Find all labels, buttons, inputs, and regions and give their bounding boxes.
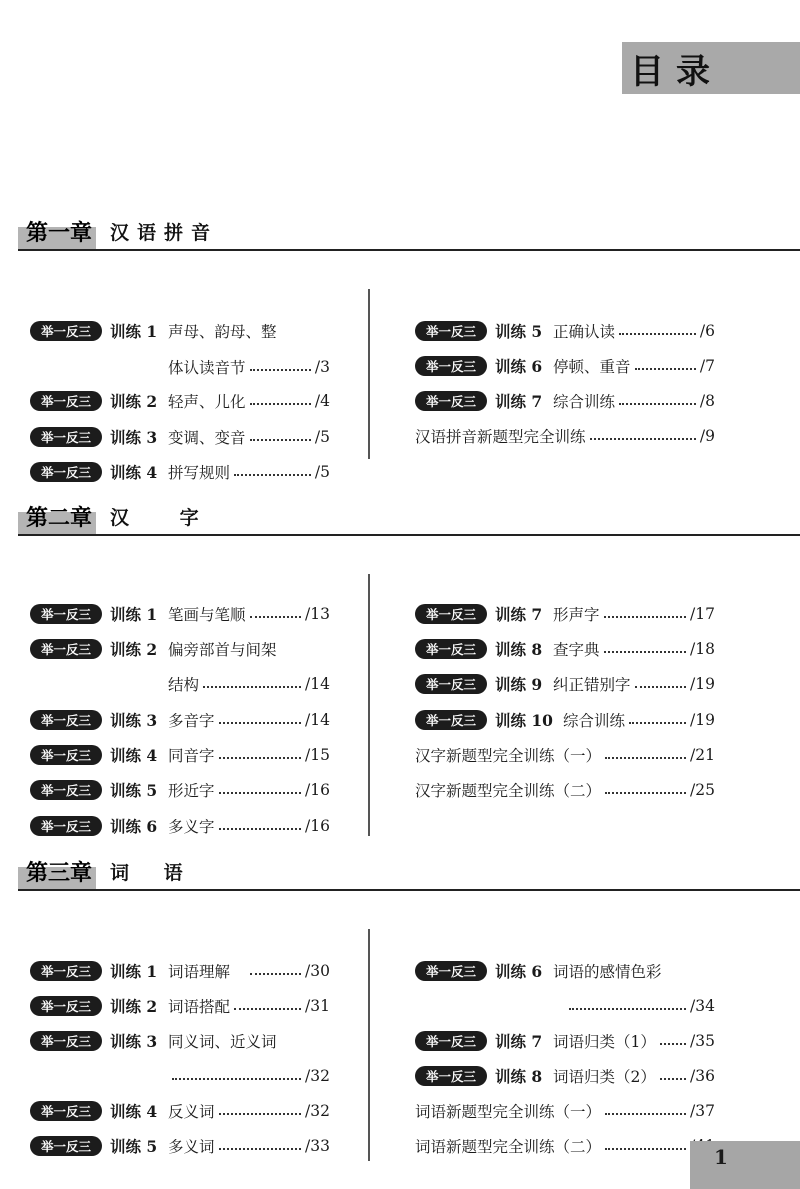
- topic: 词语新题型完全训练（一）: [415, 1103, 602, 1121]
- leader-dots: [605, 792, 686, 794]
- chapter-header: [18, 855, 800, 891]
- training-number: 训练 9: [495, 675, 543, 694]
- chapter-header: [18, 500, 800, 536]
- toc-entry[interactable]: [415, 741, 715, 769]
- training-number: 训练 4: [110, 1102, 158, 1121]
- topic: 词语搭配: [168, 998, 231, 1016]
- topic: 拼写规则: [168, 464, 231, 482]
- training-number: 训练 2: [110, 640, 158, 659]
- page-number: 1: [690, 1141, 800, 1189]
- toc-entry[interactable]: [30, 1097, 330, 1125]
- leader-dots: [250, 403, 311, 405]
- page-ref: /14: [305, 675, 330, 693]
- badge-icon: 举一反三: [30, 961, 102, 981]
- toc-entry[interactable]: [30, 387, 330, 415]
- page-ref: /33: [305, 1137, 330, 1155]
- toc-entry[interactable]: [415, 387, 715, 415]
- page-ref: /25: [690, 781, 715, 799]
- topic: 词语归类（2）: [553, 1068, 656, 1086]
- badge-icon: 举一反三: [415, 1066, 487, 1086]
- leader-dots: [569, 1008, 686, 1010]
- topic: 综合训练: [563, 712, 626, 730]
- chapter-name: 汉语拼音: [110, 222, 219, 244]
- badge-icon: 举一反三: [415, 604, 487, 624]
- badge-icon: 举一反三: [30, 710, 102, 730]
- badge-icon: 举一反三: [30, 745, 102, 765]
- training-number: 训练 1: [110, 962, 158, 981]
- topic: 词语归类（1）: [553, 1033, 656, 1051]
- chapter-3: [18, 855, 800, 1156]
- page-ref: /5: [314, 428, 330, 446]
- page-ref: /3: [314, 358, 330, 376]
- badge-icon: 举一反三: [30, 1101, 102, 1121]
- toc-entry[interactable]: [415, 992, 715, 1020]
- badge-icon: 举一反三: [30, 1031, 102, 1051]
- toc-entry[interactable]: [30, 317, 330, 345]
- training-number: 训练 3: [110, 1032, 158, 1051]
- training-number: 训练 4: [110, 463, 158, 482]
- training-number: 训练 6: [495, 962, 543, 981]
- training-number: 训练 2: [110, 392, 158, 411]
- training-number: 训练 4: [110, 746, 158, 765]
- topic: 反义词: [168, 1103, 215, 1121]
- badge-icon: 举一反三: [415, 356, 487, 376]
- page-ref: /17: [690, 605, 715, 623]
- badge-icon: 举一反三: [30, 321, 102, 341]
- page-ref: /4: [314, 392, 330, 410]
- toc-entry[interactable]: [30, 353, 330, 381]
- badge-icon: 举一反三: [30, 639, 102, 659]
- leader-dots: [250, 439, 311, 441]
- badge-icon: 举一反三: [30, 391, 102, 411]
- badge-icon: 举一反三: [30, 427, 102, 447]
- toc-entry[interactable]: [415, 600, 715, 628]
- toc-entry[interactable]: [30, 741, 330, 769]
- badge-icon: 举一反三: [415, 321, 487, 341]
- page-ref: /7: [699, 357, 715, 375]
- page-ref: /35: [690, 1032, 715, 1050]
- leader-dots: [203, 686, 301, 688]
- page-ref: /34: [690, 997, 715, 1015]
- badge-icon: 举一反三: [415, 639, 487, 659]
- topic: 多义字: [168, 818, 215, 836]
- badge-icon: 举一反三: [415, 710, 487, 730]
- leader-dots: [635, 686, 687, 688]
- badge-icon: 举一反三: [415, 961, 487, 981]
- topic: 体认读音节: [168, 359, 246, 377]
- column-divider: [368, 574, 370, 836]
- toc-entry[interactable]: [415, 706, 715, 734]
- training-number: 训练 8: [495, 1067, 543, 1086]
- badge-icon: 举一反三: [30, 1136, 102, 1156]
- chapter-header: [18, 215, 800, 251]
- toc-entry[interactable]: [30, 670, 330, 698]
- toc-entry[interactable]: [415, 1027, 715, 1055]
- page-ref: /15: [305, 746, 330, 764]
- training-number: 训练 7: [495, 1032, 543, 1051]
- badge-icon: 举一反三: [30, 604, 102, 624]
- leader-dots: [219, 828, 302, 830]
- leader-dots: [219, 722, 302, 724]
- leader-dots: [660, 1043, 686, 1045]
- chapter-number: 第三章: [26, 860, 93, 886]
- badge-icon: 举一反三: [415, 674, 487, 694]
- topic: 声母、韵母、整: [168, 323, 277, 341]
- toc-entry[interactable]: [30, 812, 330, 840]
- topic: 词语的感情色彩: [553, 963, 662, 981]
- topic: 形声字: [553, 606, 600, 624]
- topic: 多音字: [168, 712, 215, 730]
- chapter-1: [18, 215, 800, 482]
- topic: 同音字: [168, 747, 215, 765]
- leader-dots: [590, 438, 696, 440]
- page-ref: /14: [305, 711, 330, 729]
- training-number: 训练 6: [110, 817, 158, 836]
- topic: 偏旁部首与间架: [168, 641, 277, 659]
- toc-entry[interactable]: [30, 423, 330, 451]
- toc-entry[interactable]: [415, 422, 715, 450]
- toc-entry[interactable]: [30, 992, 330, 1020]
- training-number: 训练 1: [110, 322, 158, 341]
- training-number: 训练 3: [110, 428, 158, 447]
- leader-dots: [660, 1078, 686, 1080]
- topic: 纠正错别字: [553, 676, 631, 694]
- leader-dots: [234, 1008, 301, 1010]
- leader-dots: [172, 1078, 301, 1080]
- leader-dots: [219, 1113, 302, 1115]
- topic: 结构: [168, 676, 200, 694]
- topic: 词语新题型完全训练（二）: [415, 1138, 602, 1156]
- leader-dots: [250, 973, 301, 975]
- page-ref: /9: [699, 427, 715, 445]
- toc-entry[interactable]: [30, 1062, 330, 1090]
- toc-entry[interactable]: [415, 352, 715, 380]
- topic: 停顿、重音: [553, 358, 631, 376]
- training-number: 训练 6: [495, 357, 543, 376]
- leader-dots: [605, 1148, 686, 1150]
- topic: 汉字新题型完全训练（一）: [415, 747, 602, 765]
- leader-dots: [234, 474, 311, 476]
- topic: 综合训练: [553, 393, 616, 411]
- page-ref: /13: [305, 605, 330, 623]
- training-number: 训练 7: [495, 392, 543, 411]
- chapter-name: 词 语: [110, 862, 197, 884]
- chapter-number: 第二章: [26, 505, 93, 531]
- page-ref: /5: [314, 463, 330, 481]
- badge-icon: 举一反三: [415, 1031, 487, 1051]
- topic: 轻声、儿化: [168, 393, 246, 411]
- page-title: 目录: [622, 42, 800, 94]
- page-ref: /19: [690, 711, 715, 729]
- page-ref: /16: [305, 781, 330, 799]
- leader-dots: [629, 722, 686, 724]
- chapter-number: 第一章: [26, 220, 93, 246]
- page-ref: /6: [699, 322, 715, 340]
- column-divider: [368, 929, 370, 1161]
- training-number: 训练 7: [495, 605, 543, 624]
- topic: 多义词: [168, 1138, 215, 1156]
- topic: 查字典: [553, 641, 600, 659]
- toc-entry[interactable]: [415, 776, 715, 804]
- badge-icon: 举一反三: [30, 816, 102, 836]
- leader-dots: [605, 757, 686, 759]
- leader-dots: [219, 757, 302, 759]
- toc-entry[interactable]: [415, 1062, 715, 1090]
- topic: 汉语拼音新题型完全训练: [415, 428, 586, 446]
- training-number: 训练 3: [110, 711, 158, 730]
- page-ref: /18: [690, 640, 715, 658]
- toc-entry[interactable]: [30, 1027, 330, 1055]
- toc-entry[interactable]: [30, 458, 330, 486]
- toc-entry[interactable]: [415, 670, 715, 698]
- page-ref: /30: [305, 962, 330, 980]
- topic: 同义词、近义词: [168, 1033, 277, 1051]
- page-ref: /32: [305, 1102, 330, 1120]
- badge-icon: 举一反三: [30, 462, 102, 482]
- page-ref: /32: [305, 1067, 330, 1085]
- toc-entry[interactable]: [30, 957, 330, 985]
- page-ref: /19: [690, 675, 715, 693]
- topic: 正确认读: [553, 323, 616, 341]
- page-ref: /37: [690, 1102, 715, 1120]
- training-number: 训练 10: [495, 711, 553, 730]
- page-ref: /16: [305, 817, 330, 835]
- chapter-name: 汉 字: [110, 507, 221, 529]
- topic: 笔画与笔顺: [168, 606, 246, 624]
- training-number: 训练 1: [110, 605, 158, 624]
- toc-entry[interactable]: [30, 706, 330, 734]
- training-number: 训练 8: [495, 640, 543, 659]
- toc-entry[interactable]: [415, 635, 715, 663]
- toc-entry[interactable]: [30, 600, 330, 628]
- toc-entry[interactable]: [30, 1132, 330, 1160]
- leader-dots: [605, 1113, 686, 1115]
- leader-dots: [619, 403, 696, 405]
- page-ref: /31: [305, 997, 330, 1015]
- leader-dots: [219, 792, 302, 794]
- toc-entry[interactable]: [415, 1097, 715, 1125]
- toc-entry[interactable]: [415, 957, 715, 985]
- topic: 汉字新题型完全训练（二）: [415, 782, 602, 800]
- toc-entry[interactable]: [30, 776, 330, 804]
- toc-entry[interactable]: [415, 317, 715, 345]
- leader-dots: [604, 651, 687, 653]
- toc-entry[interactable]: [30, 635, 330, 663]
- training-number: 训练 5: [110, 781, 158, 800]
- badge-icon: 举一反三: [30, 996, 102, 1016]
- training-number: 训练 2: [110, 997, 158, 1016]
- page-ref: /8: [699, 392, 715, 410]
- column-divider: [368, 289, 370, 459]
- topic: 变调、变音: [168, 429, 246, 447]
- page-ref: /36: [690, 1067, 715, 1085]
- badge-icon: 举一反三: [415, 391, 487, 411]
- badge-icon: 举一反三: [30, 780, 102, 800]
- chapter-2: [18, 500, 800, 836]
- training-number: 训练 5: [495, 322, 543, 341]
- leader-dots: [604, 616, 687, 618]
- leader-dots: [250, 616, 302, 618]
- page-ref: /21: [690, 746, 715, 764]
- leader-dots: [250, 369, 311, 371]
- topic: 词语理解: [168, 963, 231, 981]
- leader-dots: [635, 368, 696, 370]
- topic: 形近字: [168, 782, 215, 800]
- leader-dots: [219, 1148, 302, 1150]
- toc-entry[interactable]: [415, 1132, 715, 1160]
- leader-dots: [619, 333, 696, 335]
- training-number: 训练 5: [110, 1137, 158, 1156]
